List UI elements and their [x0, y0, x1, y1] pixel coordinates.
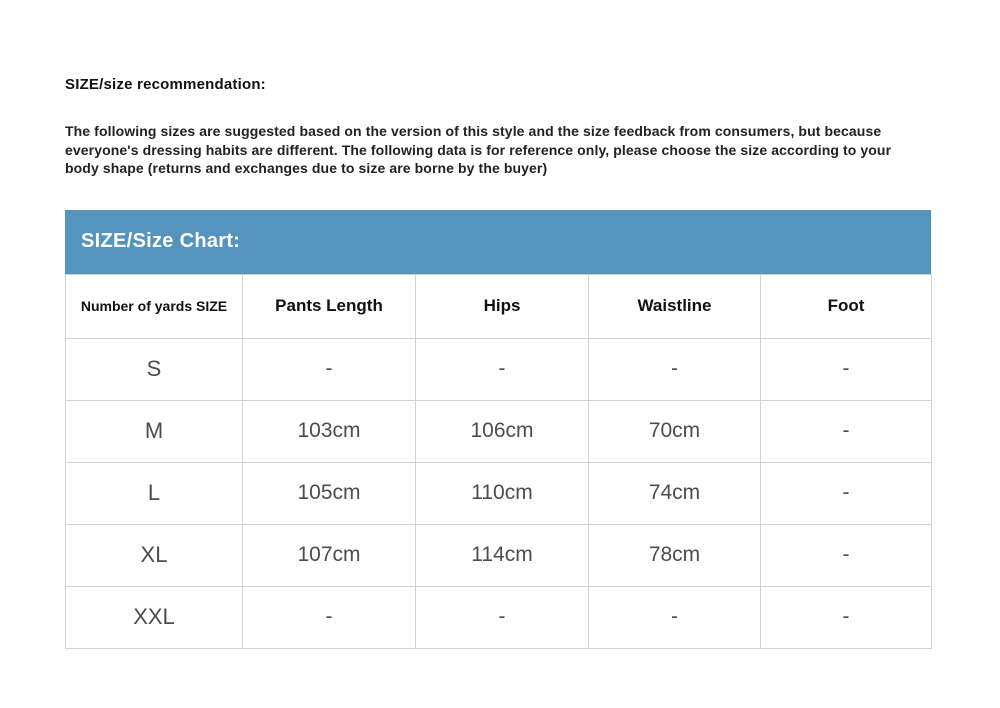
- size-label: XXL: [66, 586, 243, 648]
- table-cell: 103cm: [243, 400, 416, 462]
- table-cell: 74cm: [589, 462, 761, 524]
- size-chart-title-bar: [65, 210, 931, 274]
- table-cell: 105cm: [243, 462, 416, 524]
- table-header-row: [66, 274, 932, 338]
- column-header-foot: Foot: [761, 274, 932, 338]
- table-cell: 106cm: [416, 400, 589, 462]
- size-row-l: [66, 462, 932, 524]
- table-cell: -: [761, 462, 932, 524]
- table-cell: 70cm: [589, 400, 761, 462]
- size-label: L: [66, 462, 243, 524]
- size-label: M: [66, 400, 243, 462]
- page-title: SIZE/size recommendation:: [65, 76, 266, 93]
- table-cell: -: [416, 586, 589, 648]
- table-cell: -: [761, 586, 932, 648]
- size-row-xl: [66, 524, 932, 586]
- table-cell: 114cm: [416, 524, 589, 586]
- table-cell: -: [761, 524, 932, 586]
- column-header-waistline: Waistline: [589, 274, 761, 338]
- size-label: S: [66, 338, 243, 400]
- table-cell: -: [761, 400, 932, 462]
- table-cell: -: [589, 586, 761, 648]
- table-cell: -: [243, 586, 416, 648]
- table-cell: -: [416, 338, 589, 400]
- table-cell: -: [589, 338, 761, 400]
- size-chart-table: [65, 274, 932, 649]
- size-row-xxl: [66, 586, 932, 648]
- column-header-pants-length: Pants Length: [243, 274, 416, 338]
- size-label: XL: [66, 524, 243, 586]
- size-chart-title: SIZE/Size Chart:: [81, 230, 241, 252]
- size-disclaimer-text: The following sizes are suggested based on the version of this style and the size feedback from consumers, but because everyone's dressing habits are different. The following data is for reference only, please choose the size according to your body shape (returns and exchanges due to size are borne by the buyer): [65, 123, 892, 176]
- column-header-size: Number of yards SIZE: [66, 274, 243, 338]
- size-row-m: [66, 400, 932, 462]
- size-row-s: [66, 338, 932, 400]
- column-header-hips: Hips: [416, 274, 589, 338]
- size-chart: [65, 210, 931, 649]
- table-cell: -: [761, 338, 932, 400]
- table-cell: 78cm: [589, 524, 761, 586]
- table-cell: 110cm: [416, 462, 589, 524]
- table-cell: -: [243, 338, 416, 400]
- table-cell: 107cm: [243, 524, 416, 586]
